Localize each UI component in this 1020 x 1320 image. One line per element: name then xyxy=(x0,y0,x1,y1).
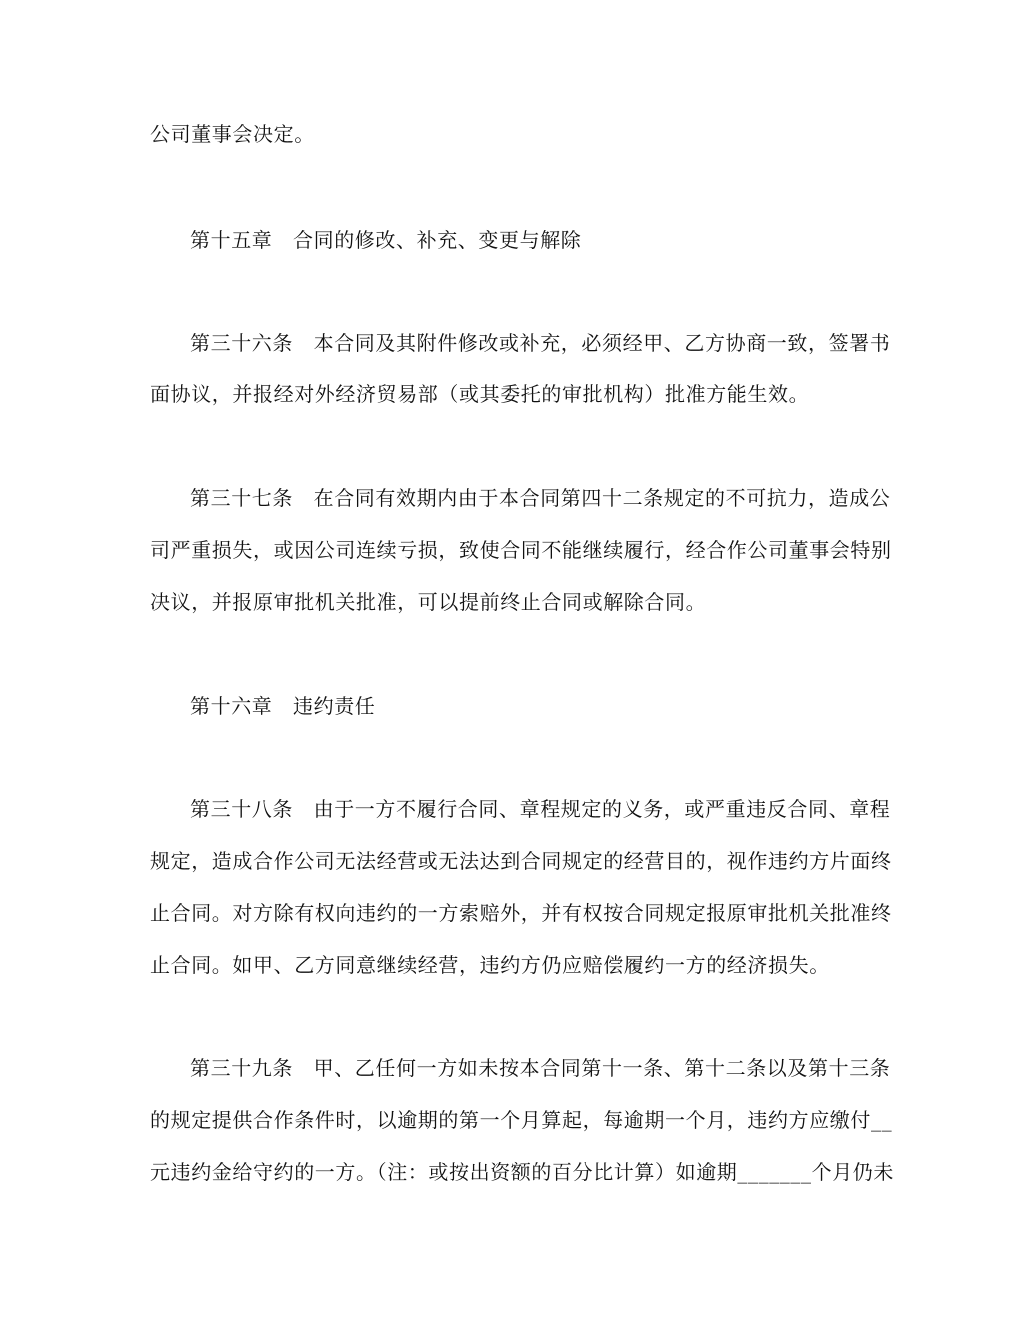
text-line: 规定，造成合作公司无法经营或无法达到合同规定的经营目的，视作违约方片面终 xyxy=(150,849,892,873)
text-line: 止合同。对方除有权向违约的一方索赔外，并有权按合同规定报原审批机关批准终 xyxy=(150,901,892,925)
text-line: 第三十六条 本合同及其附件修改或补充，必须经甲、乙方协商一致，签署书 xyxy=(190,331,891,355)
text-line: 第三十七条 在合同有效期内由于本合同第四十二条规定的不可抗力，造成公 xyxy=(190,486,891,510)
text-line: 第三十八条 由于一方不履行合同、章程规定的义务，或严重违反合同、章程 xyxy=(190,797,891,821)
chapter-heading: 第十六章 违约责任 xyxy=(190,694,376,718)
text-line: 的规定提供合作条件时，以逾期的第一个月算起，每逾期一个月，违约方应缴付__ xyxy=(150,1108,893,1132)
text-line: 司严重损失，或因公司连续亏损，致使合同不能继续履行，经合作公司董事会特别 xyxy=(150,538,892,562)
text-line: 第三十九条 甲、乙任何一方如未按本合同第十一条、第十二条以及第十三条 xyxy=(190,1056,891,1080)
text-line: 止合同。如甲、乙方同意继续经营，违约方仍应赔偿履约一方的经济损失。 xyxy=(150,953,830,977)
chapter-heading: 第十五章 合同的修改、补充、变更与解除 xyxy=(190,228,582,252)
text-line: 公司董事会决定。 xyxy=(150,122,315,146)
text-line: 元违约金给守约的一方。（注：或按出资额的百分比计算）如逾期_______个月仍未 xyxy=(150,1160,894,1184)
text-line: 决议，并报原审批机关批准，可以提前终止合同或解除合同。 xyxy=(150,590,707,614)
text-line: 面协议，并报经对外经济贸易部（或其委托的审批机构）批准方能生效。 xyxy=(150,382,810,406)
